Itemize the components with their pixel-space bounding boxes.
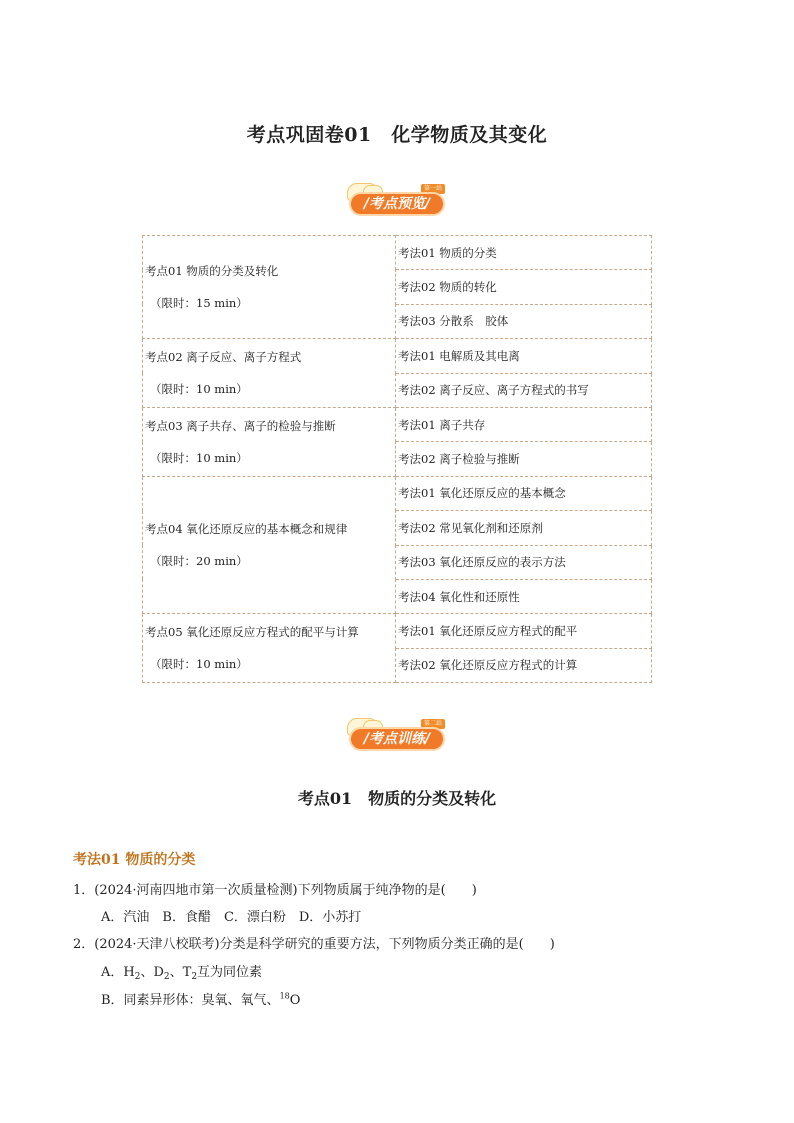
badge-station-tag: 第二站 [421, 719, 445, 729]
option-text: B．同素异形体：臭氧、氧气、 [101, 993, 280, 1008]
badge-station-tag: 第一站 [421, 184, 445, 194]
preview-badge [345, 183, 449, 219]
method-cell: 考法01 氧化还原反应方程式的配平 [396, 614, 652, 648]
topic-time-limit: （限时：10 min） [150, 382, 248, 397]
topic-name: 考点04 氧化还原反应的基本概念和规律 [145, 522, 348, 537]
method-cell: 考法01 离子共存 [396, 407, 652, 441]
topic-time-limit: （限时：10 min） [150, 657, 248, 672]
option-text: 、D [140, 965, 164, 980]
method-cell: 考法01 氧化还原反应的基本概念 [396, 476, 652, 510]
badge-label: /考点预览/ [349, 192, 445, 216]
topic-name: 考点01 物质的分类及转化 [145, 264, 279, 279]
topic-name: 考点05 氧化还原反应方程式的配平与计算 [145, 625, 359, 640]
topic-cell [143, 236, 396, 339]
option-text: 互为同位素 [197, 965, 263, 980]
method-heading: 考法01 物质的分类 [73, 852, 196, 868]
subscript: 2 [163, 972, 170, 982]
topic-time-limit: （限时：15 min） [150, 296, 248, 311]
badge-label: /考点训练/ [349, 727, 445, 751]
topic-cell [143, 407, 396, 476]
topic-name: 考点03 离子共存、离子的检验与推断 [145, 418, 336, 433]
method-cell: 考法02 常见氧化剂和还原剂 [396, 511, 652, 545]
training-badge [345, 718, 449, 754]
method-cell: 考法04 氧化性和还原性 [396, 579, 652, 613]
question-2-option-b [101, 989, 300, 1008]
option-text: A．H [101, 965, 135, 980]
question-1-options: A．汽油 B．食醋 C．漂白粉 D．小苏打 [101, 910, 362, 925]
method-cell: 考法02 离子反应、离子方程式的书写 [396, 373, 652, 407]
topic-name: 考点02 离子反应、离子方程式 [145, 350, 302, 365]
method-cell: 考法02 物质的转化 [396, 270, 652, 304]
method-cell: 考法02 氧化还原反应方程式的计算 [396, 648, 652, 682]
topic-cell [143, 476, 396, 614]
topic-time-limit: （限时：20 min） [150, 554, 248, 569]
method-cell: 考法03 氧化还原反应的表示方法 [396, 545, 652, 579]
question-2: 2．(2024·天津八校联考)分类是科学研究的重要方法，下列物质分类正确的是( ) [73, 937, 555, 952]
topic-overview-table [142, 235, 652, 683]
superscript: 18 [279, 991, 290, 1001]
option-text: 、T [169, 965, 192, 980]
topic-time-limit: （限时：10 min） [150, 450, 248, 465]
topic-cell [143, 339, 396, 408]
method-cell: 考法01 电解质及其电离 [396, 339, 652, 373]
topic-cell [143, 614, 396, 683]
subscript: 2 [191, 972, 198, 982]
method-cell: 考法01 物质的分类 [396, 236, 652, 270]
section-title: 考点01 物质的分类及转化 [297, 789, 497, 808]
question-1: 1．(2024·河南四地市第一次质量检测)下列物质属于纯净物的是( ) [73, 883, 477, 898]
method-cell: 考法03 分散系 胶体 [396, 304, 652, 338]
question-2-option-a [101, 961, 262, 982]
document-title: 考点巩固卷01 化学物质及其变化 [246, 124, 548, 146]
option-text: O [289, 993, 301, 1008]
method-cell: 考法02 离子检验与推断 [396, 442, 652, 476]
subscript: 2 [134, 972, 141, 982]
